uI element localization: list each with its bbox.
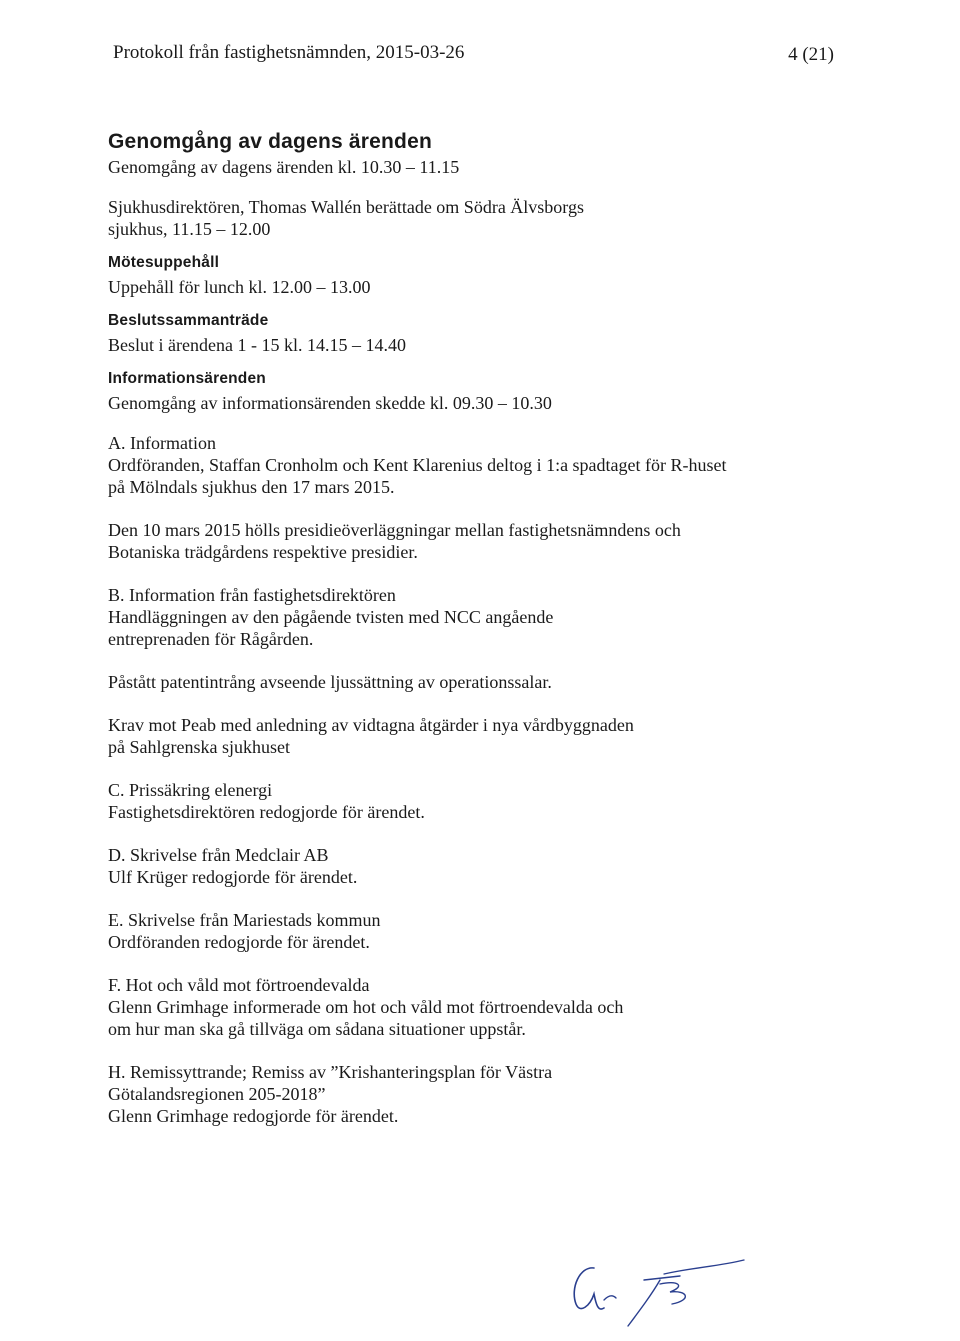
information-text: Genomgång av informationsärenden skedde kl. 09.30 – 10.30 bbox=[108, 393, 552, 413]
item-c: C. Prissäkring elenergi Fastighetsdirektören redogjorde för ärendet. bbox=[108, 780, 425, 822]
hospital-director-text: Sjukhusdirektören, Thomas Wallén berättade om Södra Älvsborgs sjukhus, 11.15 – 12.00 bbox=[108, 197, 584, 239]
subheading-break: Mötesuppehåll bbox=[108, 254, 220, 271]
item-e: E. Skrivelse från Mariestads kommun Ordföranden redogjorde för ärendet. bbox=[108, 910, 381, 952]
item-f: F. Hot och våld mot förtroendevalda Glenn Grimhage informerade om hot och våld mot förtroendevalda och om hur man ska gå tillväga om sådana situationer uppstår. bbox=[108, 975, 624, 1039]
item-a: A. Information Ordföranden, Staffan Cronholm och Kent Klarenius deltog i 1:a spadtaget för R-huset på Mölndals sjukhus den 17 mars 2015. bbox=[108, 433, 727, 497]
subheading-decision: Beslutssammanträde bbox=[108, 312, 269, 329]
subheading-information: Informationsärenden bbox=[108, 370, 266, 387]
document-body bbox=[108, 130, 808, 1127]
item-d: D. Skrivelse från Medclair AB Ulf Krüger redogjorde för ärendet. bbox=[108, 845, 358, 887]
handwritten-signature bbox=[560, 1250, 760, 1330]
item-a-paragraph-2: Den 10 mars 2015 hölls presidieöverläggningar mellan fastighetsnämndens och Botaniska trädgårdens respektive presidier. bbox=[108, 520, 681, 562]
document-header-title: Protokoll från fastighetsnämnden, 2015-03-26 bbox=[113, 42, 465, 63]
break-text: Uppehåll för lunch kl. 12.00 – 13.00 bbox=[108, 277, 371, 297]
decision-text: Beslut i ärendena 1 - 15 kl. 14.15 – 14.40 bbox=[108, 335, 406, 355]
page-number: 4 (21) bbox=[788, 44, 834, 65]
section-heading: Genomgång av dagens ärenden bbox=[108, 130, 432, 153]
item-b-paragraph-3: Krav mot Peab med anledning av vidtagna åtgärder i nya vårdbyggnaden på Sahlgrenska sjukhuset bbox=[108, 715, 634, 757]
item-b-paragraph-2: Påstått patentintrång avseende ljussättning av operationssalar. bbox=[108, 672, 552, 692]
item-h: H. Remissyttrande; Remiss av ”Krishanteringsplan för Västra Götalandsregionen 205-2018” Glenn Grimhage redogjorde för ärendet. bbox=[108, 1062, 553, 1126]
item-b: B. Information från fastighetsdirektören Handläggningen av den pågående tvisten med NCC angående entreprenaden för Rågården. bbox=[108, 585, 554, 649]
intro-text: Genomgång av dagens ärenden kl. 10.30 – 11.15 bbox=[108, 157, 460, 177]
